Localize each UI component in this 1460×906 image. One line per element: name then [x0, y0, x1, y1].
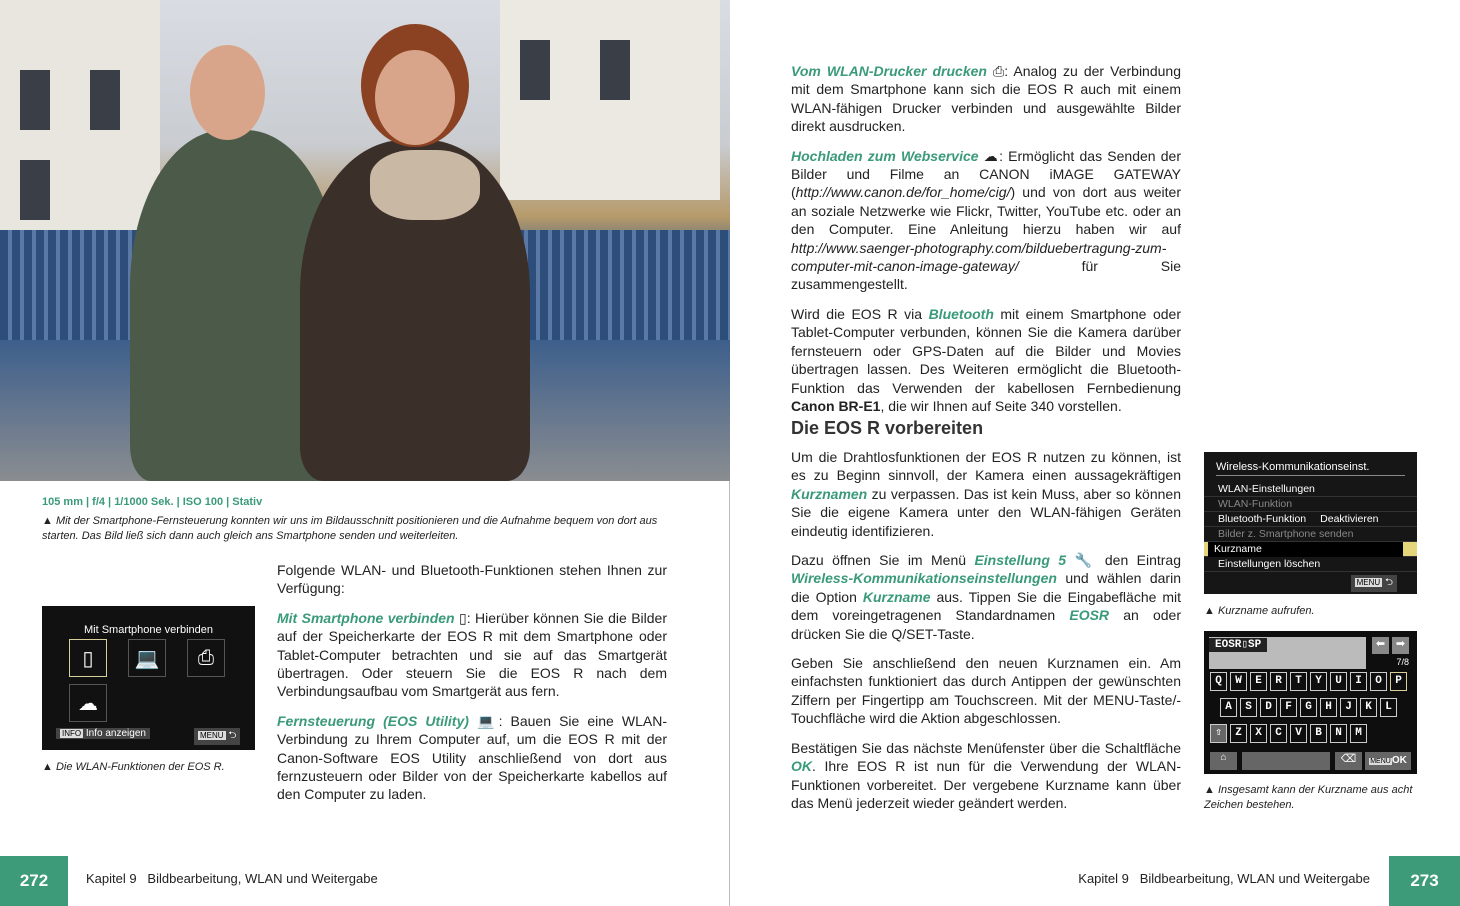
key: L: [1380, 698, 1397, 717]
text-run: ⎙: Analog zu der Verbindung mit dem Smartphone kann sich die EOS R auch mit einem WLAN-fähigen Drucker verbinden und ausgewählte Bilder direkt ausdrucken.: [791, 63, 1181, 135]
key: H: [1320, 698, 1337, 717]
text-run: http://www.canon.de/for_home/cig/: [795, 184, 1011, 201]
arrow-left-icon: ⬅: [1372, 637, 1389, 654]
highlighted-term: Einstellung 5: [974, 552, 1067, 569]
printer-icon: ⎙: [187, 639, 225, 677]
info-button: INFO Info anzeigen: [56, 728, 150, 739]
menu-item-label: Bluetooth-Funktion: [1218, 513, 1307, 525]
left-body-text: [277, 561, 667, 815]
highlighted-term: Hochladen zum Webservice: [791, 147, 979, 164]
key: M: [1350, 724, 1367, 743]
photo-caption: ▲ Mit der Smartphone-Fernsteuerung konnten wir uns im Bildausschnitt positionieren und die Aufnahme bequem von dort aus starten. Das Bild ließ sich dann auch gleich ans Smartphone senden und weiterleiten.: [42, 515, 658, 542]
highlighted-term: Kurzname: [862, 588, 931, 605]
highlighted-term: Wireless-Kommunikationseinstellungen: [791, 570, 1057, 587]
exif-info: 105 mm | f/4 | 1/1000 Sek. | ISO 100 | Stativ: [42, 496, 263, 508]
key: O: [1370, 672, 1387, 691]
menu-item: [1204, 512, 1417, 527]
menu-item: [1204, 542, 1417, 557]
text-run: 💻: Bauen Sie eine WLAN-Verbindung zu Ihrem Computer auf, um die EOS R mit der Canon-Software EOS Utility anschließend von dort aus fernzusteuern oder Bilder von der Speicherkarte kabellos auf den Computer zu laden.: [277, 712, 667, 803]
key: G: [1300, 698, 1317, 717]
text-run: an oder drücken Sie die Q/SET-Taste.: [791, 607, 1181, 642]
text-run: und wählen darin die Option: [791, 570, 1181, 605]
page-number: 272: [0, 856, 68, 906]
paragraph: [791, 147, 1181, 294]
cloud-icon: ☁: [69, 684, 107, 722]
highlighted-term: Bluetooth: [928, 305, 994, 322]
text-run: ) und von dort aus weiter an soziale Netzwerke wie Flickr, Twitter, YouTube etc. oder an den Computer. Eine Anleitung hierzu haben wir auf: [791, 184, 1181, 238]
menu-item-label: Kurzname: [1214, 543, 1262, 555]
text-run: Wird die EOS R via: [791, 305, 929, 322]
key: W: [1230, 672, 1247, 691]
text-run: ▯: Hierüber können Sie die Bilder auf der Speicherkarte der EOS R mit dem Smartphone oder Tablet-Computer betrachten und sie auf das Smartgerät übertragen. Oder steuern Sie die EOS R nach dem Verbindungsaufbau vom Smartgerät aus fern.: [277, 609, 668, 700]
footer-left: [0, 856, 729, 906]
menu-item: [1204, 497, 1417, 512]
menu-title: Wireless-Kommunikationseinst.: [1216, 461, 1405, 476]
right-body-top: [791, 62, 1181, 426]
key: T: [1290, 672, 1307, 691]
symbol-toggle-icon: ⌂: [1210, 752, 1237, 770]
key: N: [1330, 724, 1347, 743]
key: U: [1330, 672, 1347, 691]
menu-item: [1204, 482, 1417, 497]
shift-icon: ⇧: [1210, 724, 1227, 743]
text-run: Um die Drahtlosfunktionen der EOS R nutzen zu können, ist es zu Beginn sinnvoll, der Kamera einen aussagekräftigen: [791, 449, 1181, 484]
key: S: [1240, 698, 1257, 717]
key: D: [1260, 698, 1277, 717]
paragraph: [791, 551, 1181, 643]
paragraph: [277, 561, 667, 598]
paragraph: [791, 739, 1181, 813]
key: E: [1250, 672, 1267, 691]
right-body-bottom: [791, 448, 1181, 823]
menu-back-button: MENU ⮌: [194, 728, 240, 745]
footer-right: [731, 856, 1460, 906]
computer-icon: 💻: [128, 639, 166, 677]
menu-item-label: WLAN-Einstellungen: [1218, 483, 1315, 495]
key: K: [1360, 698, 1377, 717]
highlighted-term: OK: [791, 758, 812, 775]
couple-photo: [0, 0, 730, 481]
arrow-right-icon: ➡: [1392, 637, 1409, 654]
screen-title: Mit Smartphone verbinden: [83, 624, 213, 636]
text-run: , die wir Ihnen auf Seite 340 vorstellen.: [880, 397, 1122, 414]
name-input: EOSR▯SP: [1209, 637, 1366, 669]
screen-caption: ▲ Die WLAN-Funktionen der EOS R.: [42, 761, 225, 773]
key: P: [1390, 672, 1407, 691]
paragraph: [791, 654, 1181, 728]
text-run: ☁: Ermöglicht das Senden der Bilder und Filme an CANON iMAGE GATEWAY (: [791, 147, 1181, 201]
key: A: [1220, 698, 1237, 717]
page-number: 273: [1389, 856, 1460, 906]
highlighted-term: Fernsteuerung (EOS Utility): [277, 712, 469, 729]
keyboard-row: [1210, 672, 1410, 691]
paragraph: [791, 448, 1181, 540]
text-run: Dazu öffnen Sie im Menü: [791, 552, 975, 569]
text-run: Bestätigen Sie das nächste Menüfenster über die Schaltfläche: [791, 739, 1181, 756]
smartphone-icon: ▯: [69, 639, 107, 677]
paragraph: [277, 712, 667, 804]
menu-item: [1204, 557, 1417, 572]
text-run: Geben Sie anschließend den neuen Kurznamen ein. Am einfachsten funktioniert das durch Antippen der gewünschten Ziffern per Fingertipp am Touchscreen. Mit der MENU-Taste/-Touchfläche wird die Aktion abgeschlossen.: [791, 655, 1181, 727]
menu-caption: ▲ Kurzname aufrufen.: [1204, 605, 1315, 617]
key: X: [1250, 724, 1267, 743]
space-key: [1242, 752, 1330, 770]
right-page: [731, 0, 1460, 906]
text-run: http://www.saenger-photography.com/bilduebertragung-zum-computer-mit-canon-image-gateway/: [791, 239, 1167, 275]
key: R: [1270, 672, 1287, 691]
text-run: . Ihre EOS R ist nun für die Verwendung der WLAN-Funktionen vorbereitet. Der vergebene Kurzname kann über das Menü jederzeit wieder geändert werden.: [791, 758, 1181, 811]
text-run: für Sie zusammengestellt.: [791, 258, 1181, 293]
paragraph: [791, 62, 1181, 136]
keyboard-row: [1220, 698, 1400, 717]
highlighted-term: Mit Smartphone verbinden: [277, 609, 455, 626]
wlan-functions-screen: [42, 606, 255, 750]
menu-item-label: Bilder z. Smartphone senden: [1218, 528, 1354, 540]
highlighted-term: Kurznamen: [791, 485, 868, 502]
key: F: [1280, 698, 1297, 717]
char-counter: 7/8: [1396, 657, 1409, 667]
key: Z: [1230, 724, 1247, 743]
key: I: [1350, 672, 1367, 691]
text-run: 🔧 den Eintrag: [1066, 552, 1181, 569]
section-heading: Die EOS R vorbereiten: [791, 418, 984, 438]
text-run: Canon BR-E1: [791, 397, 881, 414]
keyboard-screen: [1204, 631, 1417, 774]
menu-item: [1204, 527, 1417, 542]
key: J: [1340, 698, 1357, 717]
menu-back-button: MENU ⮌: [1351, 575, 1397, 592]
menu-item-label: WLAN-Funktion: [1218, 498, 1293, 510]
text-run: Folgende WLAN- und Bluetooth-Funktionen stehen Ihnen zur Verfügung:: [277, 562, 667, 597]
key: Y: [1310, 672, 1327, 691]
running-footer: Kapitel 9 Bildbearbeitung, WLAN und Weitergabe: [1078, 871, 1370, 886]
paragraph: [791, 305, 1181, 415]
highlighted-term: EOSR: [1069, 607, 1110, 624]
backspace-icon: ⌫: [1335, 752, 1362, 770]
menu-item-label: Einstellungen löschen: [1218, 558, 1321, 570]
key: B: [1310, 724, 1327, 743]
menu-item-value: Deaktivieren: [1320, 513, 1379, 525]
highlighted-term: Vom WLAN-Drucker drucken: [791, 63, 987, 79]
key: Q: [1210, 672, 1227, 691]
text-run: zu verpassen. Das ist kein Muss, aber so können Sie die eigene Kamera unter den WLAN-fähigen Geräten eindeutig identifizieren.: [791, 485, 1181, 539]
keyboard-caption: ▲ Insgesamt kann der Kurzname aus acht Zeichen bestehen.: [1204, 784, 1413, 811]
key: C: [1270, 724, 1287, 743]
wireless-menu-screen: [1204, 452, 1417, 594]
running-footer: Kapitel 9 Bildbearbeitung, WLAN und Weitergabe: [86, 871, 378, 886]
paragraph: [277, 609, 667, 701]
text-run: aus. Tippen Sie die Eingabefläche mit dem voreingetragenen Standardnamen: [791, 588, 1181, 624]
key: V: [1290, 724, 1307, 743]
menu-ok-button: MENUOK: [1365, 752, 1411, 770]
keyboard-row: [1210, 724, 1370, 743]
text-run: mit einem Smartphone oder Tablet-Computer verbunden, können Sie die Kamera darüber fernsteuern oder GPS-Daten auf die Bilder und Movies übertragen lassen. Des Weiteren ermöglicht die Bluetooth-Funktion das Verwenden der kabellosen Fernbedienung: [791, 305, 1181, 396]
